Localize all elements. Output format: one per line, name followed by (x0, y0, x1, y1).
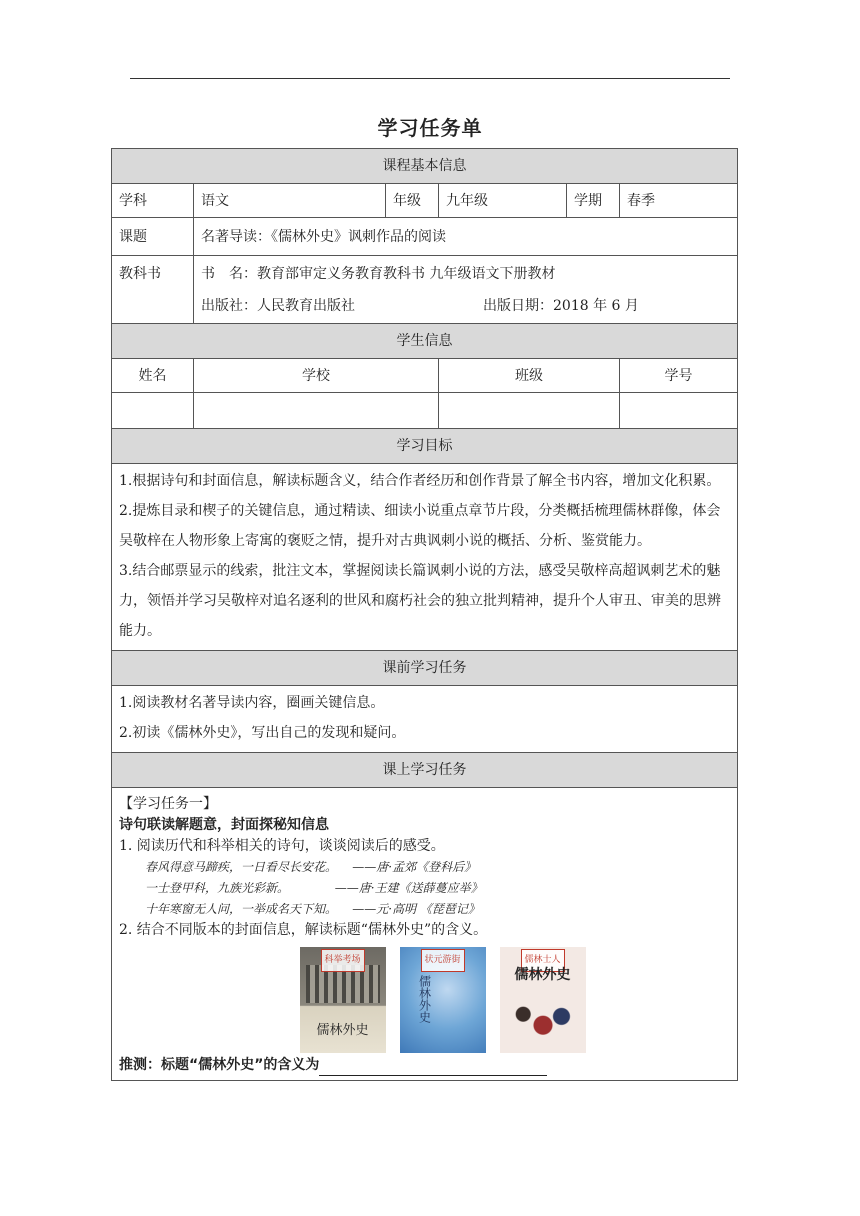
publisher-line (201, 290, 730, 322)
pre-tasks-list (112, 686, 738, 753)
goal-item: 1.根据诗句和封面信息，解读标题含义，结合作者经历和创作背景了解全书内容，增加文化积累。 (119, 473, 721, 489)
step1: 1. 阅读历代和科举相关的诗句，谈谈阅读后的感受。 (119, 838, 445, 854)
book-cover-image (400, 947, 486, 1053)
term-label: 学期 (567, 184, 620, 218)
pre-task-item: 2.初读《儒林外史》，写出自己的发现和疑问。 (119, 725, 406, 741)
input-class[interactable] (439, 393, 620, 429)
step2: 2. 结合不同版本的封面信息，解读标题“儒林外史”的含义。 (119, 922, 488, 938)
goals-header: 学习目标 (112, 429, 738, 464)
poem-line: 春风得意马蹄疾，一日看尽长安花。 ——唐·孟郊《登科后》 (145, 860, 477, 874)
cover-title: 儒林外史 (316, 1023, 369, 1038)
task1-title: 诗句联读解题意，封面探秘知信息 (119, 817, 329, 833)
guess-prompt: 推测：标题“儒林外史”的含义为 (119, 1057, 320, 1073)
book-cover-image (300, 947, 386, 1053)
col-class: 班级 (439, 359, 620, 393)
goal-item: 2.提炼目录和楔子的关键信息，通过精读、细读小说重点章节片段，分类概括梳理儒林群像，体会吴敬梓在人物形象上寄寓的褒贬之情，提升对古典讽刺小说的概括、分析、鉴赏能力。 (119, 503, 721, 549)
cover-tag: 科举考场 (321, 949, 365, 972)
textbook-name: 书 名：教育部审定义务教育教科书 九年级语文下册教材 (201, 265, 556, 282)
answer-blank[interactable] (319, 1061, 547, 1076)
cover-tag: 儒林士人 (521, 949, 565, 972)
cover-title: 儒林外史 (417, 975, 432, 1023)
input-student-id[interactable] (620, 393, 738, 429)
publisher: 出版社：人民教育出版社 (201, 297, 355, 314)
class-tasks-header: 课上学习任务 (112, 753, 738, 788)
input-name[interactable] (112, 393, 194, 429)
goal-item: 3.结合邮票显示的线索，批注文本，掌握阅读长篇讽刺小说的方法，感受吴敬梓高超讽刺艺术的魅力，领悟并学习吴敬梓对追名逐利的世风和腐朽社会的独立批判精神，提升个人审丑、审美的思辨能力。 (119, 563, 721, 639)
term-value: 春季 (620, 184, 738, 218)
scholars-illustration (510, 1001, 576, 1045)
pre-tasks-header: 课前学习任务 (112, 651, 738, 686)
student-info-header: 学生信息 (112, 324, 738, 359)
task-sheet-table (111, 148, 738, 1081)
pre-task-item: 1.阅读教材名著导读内容，圈画关键信息。 (119, 695, 385, 711)
task1-label: 【学习任务一】 (119, 796, 217, 812)
topic-label: 课题 (112, 218, 194, 256)
course-info-header: 课程基本信息 (112, 149, 738, 184)
input-school[interactable] (194, 393, 439, 429)
col-name: 姓名 (112, 359, 194, 393)
textbook-info (194, 256, 738, 324)
cover-title: 儒林外史 (514, 967, 571, 983)
guess-line (119, 1055, 730, 1076)
subject-value: 语文 (194, 184, 386, 218)
textbook-label: 教科书 (112, 256, 194, 324)
poem-line: 一士登甲科，九族光彩新。 ——唐·王建《送薛蔓应举》 (145, 881, 483, 895)
header-rule (130, 78, 730, 79)
col-student-id: 学号 (620, 359, 738, 393)
goals-list (112, 464, 738, 651)
topic-value: 名著导读：《儒林外史》讽刺作品的阅读 (194, 218, 738, 256)
cover-tag: 状元游街 (421, 949, 465, 972)
subject-label: 学科 (112, 184, 194, 218)
class-task-body (112, 788, 738, 1081)
pub-date: 出版日期：2018 年 6 月 (483, 297, 639, 314)
page-title: 学习任务单 (377, 116, 483, 140)
book-cover-image (500, 947, 586, 1053)
grade-value: 九年级 (439, 184, 567, 218)
grade-label: 年级 (386, 184, 439, 218)
cover-gallery (119, 947, 730, 1053)
poem-line: 十年寒窗无人问，一举成名天下知。 ——元·高明 《琵琶记》 (145, 902, 480, 916)
col-school: 学校 (194, 359, 439, 393)
